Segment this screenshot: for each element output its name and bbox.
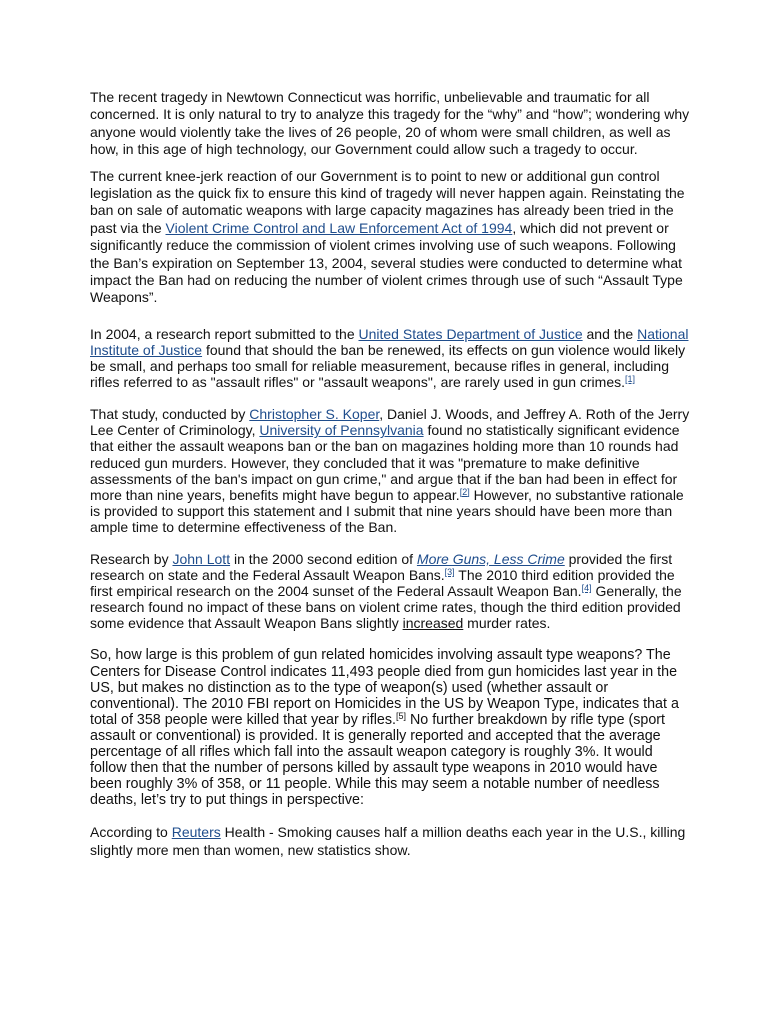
paragraph-text: and the [582, 325, 638, 342]
link-violent-crime-act[interactable]: Violent Crime Control and Law Enforcement Act of 1994 [165, 219, 513, 236]
paragraph-text: However, no substantive rationale is provided to support this statement and I submit that nine years should have been more than ample time to determine effectiveness of the Ban. [90, 486, 684, 535]
paragraph-text: found that should the ban be renewed, its effects on gun violence would likely be small, and perhaps too small for reliable measurement, because rifles in general, including rifles referred to as "assault rifles" or "assault weapons", are rarely used in gun crimes. [90, 341, 686, 391]
paragraph-text: According to [90, 824, 172, 841]
link-national-institute-of-justice[interactable]: National Institute of Justice [90, 325, 689, 358]
footnote-link-3[interactable]: [3] [444, 567, 455, 578]
link-john-lott[interactable]: John Lott [172, 551, 231, 567]
link-christopher-koper[interactable]: Christopher S. Koper [249, 406, 380, 423]
paragraph-text: In 2004, a research report submitted to the [90, 325, 359, 342]
paragraph-text: The current knee-jerk reaction of our Government is to point to new or additional gun control legislation as the quick fix to ensure this kind of tragedy will never happen again. Reinstating the ban on sale of automatic weapons with large capacity magazines has already been tried in the past via the [90, 167, 685, 236]
paragraph-newtown [90, 89, 690, 159]
paragraph-text: in the 2000 second edition of [230, 551, 417, 567]
paragraph-text: That study, conducted by [90, 406, 250, 423]
paragraph-text: , which did not prevent or significantly reduce the commission of violent crimes involving use of such weapons. Following the Ban’s expiration on September 13, 2004, several studies were conducted to determine what impact the Ban had on reducing the number of violent crimes through use of such “Assault Type Weapons”. [90, 219, 683, 306]
paragraph-text: Research by [90, 551, 173, 567]
paragraph-legislation [90, 168, 690, 307]
link-university-of-pennsylvania[interactable]: University of Pennsylvania [259, 422, 424, 439]
paragraph-text: murder rates. [463, 615, 551, 632]
footnote-ref-1 [625, 374, 635, 384]
paragraph-reuters-smoking [90, 824, 690, 859]
footnote-ref-4 [582, 583, 592, 593]
link-us-department-of-justice[interactable]: United States Department of Justice [358, 325, 583, 342]
paragraph-text: The recent tragedy in Newtown Connecticut was horrific, unbelievable and traumatic for all concerned. It is only natural to try to analyze this tragedy for the “why” and “how”; wondering why anyone would violently take the lives of 26 people, 20 of whom were small children, as well as how, in this age of high technology, our Government could allow such a tragedy to occur. [90, 89, 690, 158]
footnote-link-4[interactable]: [4] [581, 583, 592, 594]
footnote-link-2[interactable]: [2] [459, 486, 470, 497]
paragraph-text: No further breakdown by rifle type (sport assault or conventional) is provided. It is generally reported and accepted that the average percentage of all rifles which fall into the assault weapon category is roughly 3%. It would follow then that the number of persons killed by assault type weapons in 2010 would have been roughly 3% of 358, or 11 people. While this may seem a notable number of needless deaths, let’s try to put things in perspective: [90, 711, 666, 809]
footnote-link-1[interactable]: [1] [625, 374, 636, 385]
paragraph-text: So, how large is this problem of gun related homicides involving assault type weapons? The Centers for Disease Control indicates 11,493 people died from gun homicides last year in the US, but makes no distinction as to the type of weapon(s) used (whether assault or conventional). The 2010 FBI report on Homicides in the US by Weapon Type, indicates that a total of 358 people were killed that year by rifles. [90, 647, 679, 728]
footnote-marker-5: [5] [395, 710, 406, 721]
paragraph-text: The 2010 third edition provided the first empirical research on the 2004 sunset of the Federal Assault Weapon Ban. [90, 567, 675, 600]
document-body [90, 89, 690, 859]
footnote-ref-3 [445, 567, 455, 577]
paragraph-text: found no statistically significant evidence that either the assault weapons ban or the ban on magazines holding more than 10 rounds had reduced gun murders. However, they concluded that it was "premature to make definitive assessments of the ban's impact on gun crime," and argue that if the ban had been in effect for more than nine years, benefits might have begun to appear. [90, 422, 680, 503]
paragraph-text: Generally, the research found no impact of these bans on violent crime rates, though the third edition provided some evidence that Assault Weapon Bans slightly [90, 583, 682, 632]
paragraph-text: provided the first research on state and the Federal Assault Weapon Bans. [90, 551, 673, 584]
footnote-ref-5 [396, 711, 406, 721]
underlined-word: increased [402, 615, 464, 632]
paragraph-lott-research [90, 551, 690, 631]
paragraph-text: Health - Smoking causes half a million deaths each year in the U.S., killing slightly more men than women, new statistics show. [90, 824, 686, 858]
link-more-guns-less-crime[interactable]: More Guns, Less Crime [416, 551, 565, 567]
link-reuters[interactable]: Reuters [171, 824, 221, 841]
paragraph-doj-report [90, 326, 690, 390]
paragraph-koper-study [90, 406, 690, 535]
paragraph-text: , Daniel J. Woods, and Jeffrey A. Roth of the Jerry Lee Center of Criminology, [90, 406, 690, 439]
footnote-ref-2 [460, 487, 470, 497]
paragraph-homicide-stats [90, 647, 690, 808]
